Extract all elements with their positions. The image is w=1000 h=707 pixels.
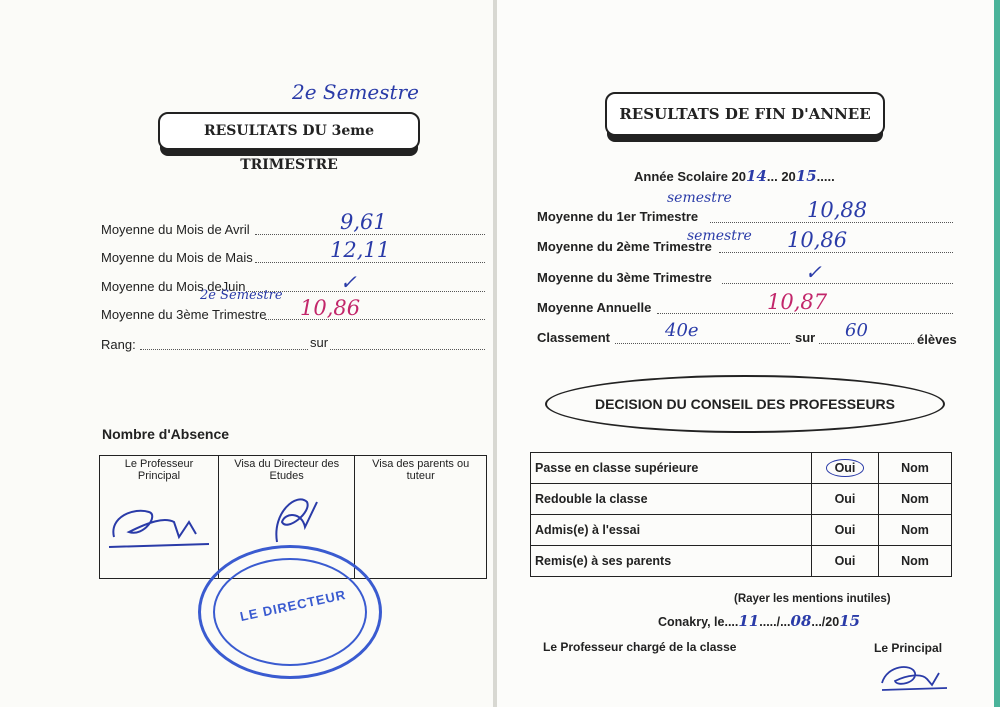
stamp-text: LE DIRECTEUR: [238, 586, 348, 625]
row-term-value: 10,86: [300, 296, 361, 320]
dotted-line: [710, 222, 953, 223]
prof-label: Le Professeur chargé de la classe: [543, 640, 737, 654]
dotted-line: [265, 319, 485, 320]
school-year: Année Scolaire 2014... 2015.....: [634, 167, 835, 185]
signature-teacher-icon: [104, 482, 214, 562]
banner-third-term-results: [158, 112, 420, 173]
classement-value: 40e: [665, 320, 699, 341]
row-third-term-label: Moyenne du 3ème Trimestre: [537, 270, 712, 285]
signature-principal-icon: [877, 655, 952, 695]
classement-total: 60: [845, 320, 868, 341]
dotted-line: [255, 262, 485, 263]
decision-oui-circled: Oui: [826, 459, 865, 477]
row-second-note: semestre: [687, 228, 752, 244]
table-row: [531, 484, 952, 515]
right-page: [497, 0, 1000, 707]
decision-title: DECISION DU CONSEIL DES PROFESSEURS: [594, 396, 895, 412]
dotted-line: [719, 252, 953, 253]
row-june-value: ✓: [340, 270, 357, 294]
signature-director-icon: [227, 482, 347, 552]
decision-label: Passe en classe supérieure: [531, 453, 812, 484]
school-year-label: Année Scolaire 20: [634, 169, 746, 184]
handwritten-semester-heading: 2e Semestre: [292, 80, 419, 104]
school-year-sep: 20: [781, 169, 796, 184]
row-third-term-value: ✓: [805, 260, 822, 284]
decision-table: [530, 452, 952, 577]
date-month: 08: [790, 612, 812, 630]
row-may-value: 12,11: [330, 238, 391, 262]
decision-oui[interactable]: Oui: [812, 546, 879, 577]
rang-sur: sur: [310, 335, 329, 350]
cell-parents-visa: [355, 456, 487, 579]
decision-oui[interactable]: Oui: [812, 484, 879, 515]
dotted-line: [330, 349, 485, 350]
banner-year-end-results: [605, 92, 885, 136]
binding-edge: [994, 0, 1000, 707]
row-term-label: Moyenne du 3ème Trimestre: [101, 307, 267, 322]
classement-sur: sur: [795, 330, 816, 345]
banner-title: RESULTATS DE FIN D'ANNEE: [619, 105, 871, 123]
decision-non[interactable]: Nom: [879, 546, 952, 577]
conakry-date: Conakry, le....11...../...08.../2015: [658, 612, 861, 630]
decision-non[interactable]: Nom: [879, 453, 952, 484]
header-principal-teacher: Le Professeur Principal: [124, 458, 194, 482]
header-parents-visa: Visa des parents ou tuteur: [372, 458, 470, 482]
conakry-label: Conakry, le: [658, 615, 725, 629]
director-stamp-icon: [198, 545, 382, 679]
row-first-term-label: Moyenne du 1er Trimestre: [537, 209, 699, 224]
council-decision-oval: [545, 375, 945, 433]
dotted-line: [140, 349, 308, 350]
dotted-line: [255, 234, 485, 235]
absence-label: Nombre d'Absence: [102, 426, 230, 442]
decision-label: Admis(e) à l'essai: [531, 515, 812, 546]
dotted-line: [722, 283, 953, 284]
rang-label: Rang:: [101, 337, 136, 352]
row-first-term-value: 10,88: [807, 198, 868, 222]
row-june-label: Moyenne du Mois deJuin: [101, 279, 246, 294]
principal-label: Le Principal: [874, 641, 943, 655]
row-term-note: 2e Semestre: [200, 288, 283, 303]
table-row: [531, 515, 952, 546]
table-row: [531, 453, 952, 484]
row-second-term-value: 10,86: [787, 228, 848, 252]
rayer-note: (Rayer les mentions inutiles): [734, 593, 891, 605]
decision-label: Remis(e) à ses parents: [531, 546, 812, 577]
header-director-visa: Visa du Directeur des Etudes: [234, 458, 340, 482]
dotted-line: [615, 343, 790, 344]
decision-oui[interactable]: Oui: [812, 515, 879, 546]
decision-oui-cell[interactable]: [812, 453, 879, 484]
classement-label: Classement: [537, 330, 610, 345]
date-day: 11: [738, 612, 760, 630]
classement-suffix: élèves: [917, 332, 957, 347]
date-year: 15: [839, 612, 861, 630]
row-april-label: Moyenne du Mois de Avril: [101, 222, 250, 237]
decision-label: Redouble la classe: [531, 484, 812, 515]
dotted-line: [819, 343, 914, 344]
row-second-term-label: Moyenne du 2ème Trimestre: [537, 239, 712, 254]
row-annual-value: 10,87: [767, 290, 828, 314]
table-row: [531, 546, 952, 577]
cell-principal-teacher: [100, 456, 219, 579]
banner-title: RESULTATS DU 3eme TRIMESTRE: [203, 123, 375, 173]
decision-non[interactable]: Nom: [879, 515, 952, 546]
row-may-label: Moyenne du Mois de Mais: [101, 250, 253, 265]
school-year-end: 15: [795, 167, 817, 185]
row-first-note: semestre: [667, 190, 732, 206]
left-page: [0, 0, 493, 707]
decision-non[interactable]: Nom: [879, 484, 952, 515]
row-annual-label: Moyenne Annuelle: [537, 300, 652, 315]
school-year-start: 14: [746, 167, 767, 185]
row-april-value: 9,61: [340, 210, 387, 234]
date-year-prefix: 20: [825, 615, 840, 629]
